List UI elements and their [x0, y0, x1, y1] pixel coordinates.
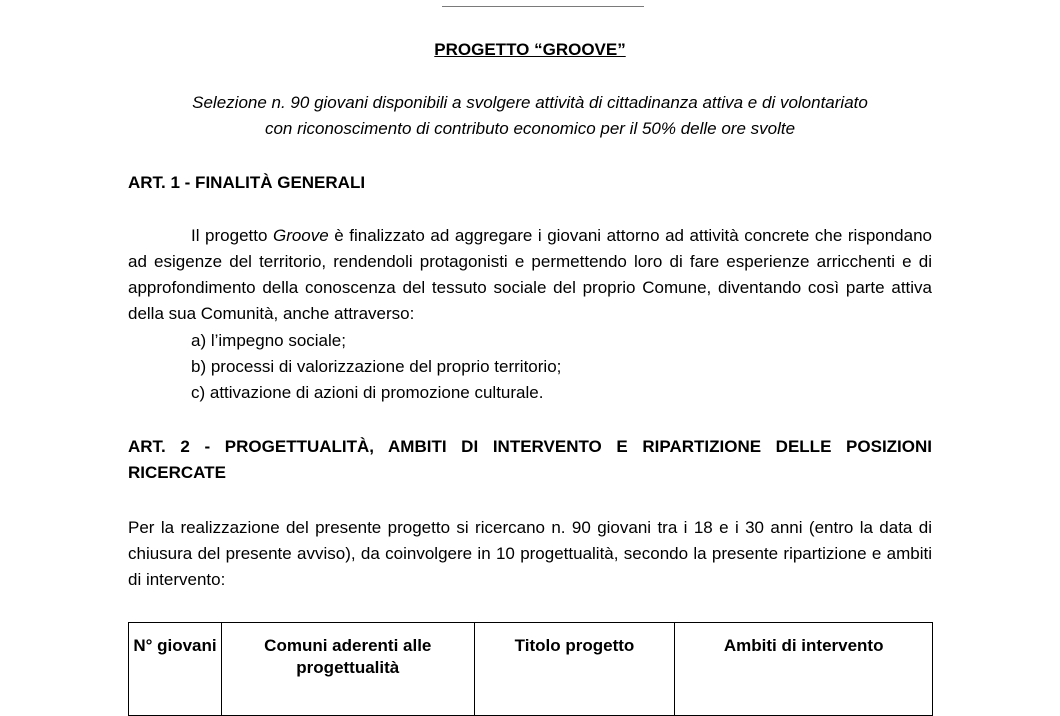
article-2-heading: ART. 2 - PROGETTUALITÀ, AMBITI DI INTERVENTO E RIPARTIZIONE DELLE POSIZIONI RICERCATE [128, 437, 932, 482]
article-1-paragraph [128, 223, 932, 327]
column-header-intervention-areas: Ambiti di intervento [675, 623, 933, 716]
column-header-municipalities: Comuni aderenti alle progettualità [221, 623, 474, 716]
article-1-list [191, 328, 561, 406]
article-1-heading: ART. 1 - FINALITÀ GENERALI [128, 173, 366, 192]
table-header-row [129, 623, 933, 716]
article-1-text-start: Il progetto [191, 226, 273, 245]
column-header-youth-count: N° giovani [129, 623, 222, 716]
project-name-italic: Groove [272, 226, 329, 245]
list-item: b) processi di valorizzazione del proprio territorio; [191, 357, 562, 376]
subtitle-line-2: con riconoscimento di contributo economico per il 50% delle ore svolte [264, 119, 796, 138]
previous-page-edge [442, 0, 644, 7]
document-title: PROGETTO “GROOVE” [434, 40, 626, 59]
subtitle-line-1: Selezione n. 90 giovani disponibili a svolgere attività di cittadinanza attiva e di volontariato [192, 93, 868, 112]
article-2-paragraph: Per la realizzazione del presente progetto si ricercano n. 90 giovani tra i 18 e i 30 anni (entro la data di chiusura del presente avviso), da coinvolgere in 10 progettualità, secondo la presente ripartizione e ambiti di intervento: [128, 518, 932, 589]
list-item: a) l’impegno sociale; [191, 331, 346, 350]
document-subtitle [128, 90, 932, 142]
article-1-text-rest: è finalizzato ad aggregare i giovani attorno ad attività concrete che rispondano ad esigenze del territorio, rendendoli protagonisti e permettendo loro di fare esperienze arricchenti e di approfondimento della conoscenza del tessuto sociale del proprio Comune, diventando così parte attiva della sua Comunità, anche attraverso: [128, 226, 932, 323]
column-header-project-title: Titolo progetto [474, 623, 675, 716]
distribution-table [128, 622, 933, 716]
list-item: c) attivazione di azioni di promozione culturale. [191, 383, 544, 402]
